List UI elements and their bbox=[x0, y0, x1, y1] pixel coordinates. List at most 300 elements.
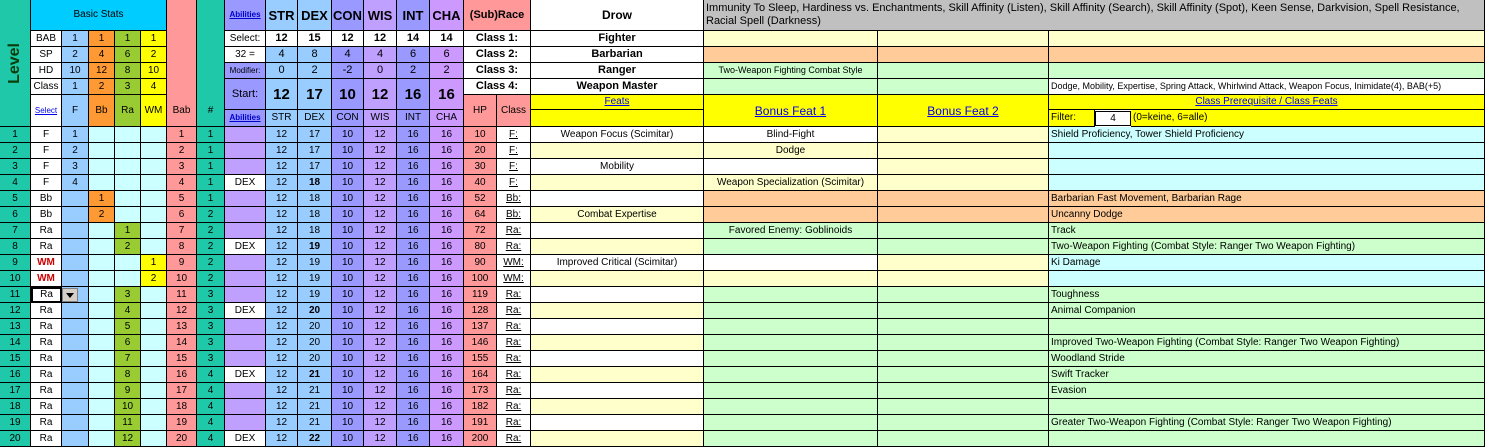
row-wis: 12 bbox=[364, 127, 397, 143]
row-class-select[interactable]: Ra bbox=[31, 335, 62, 351]
row-int: 16 bbox=[397, 255, 430, 271]
row-ra-level bbox=[115, 159, 141, 175]
row-class-code: WM: bbox=[497, 271, 531, 287]
row-bb-level bbox=[89, 415, 115, 431]
row-wm-level: 2 bbox=[141, 271, 167, 287]
row-f-level bbox=[62, 415, 89, 431]
row-class-code: F: bbox=[497, 175, 531, 191]
class-slot-note bbox=[704, 79, 878, 95]
ability-select-dex[interactable]: 15 bbox=[298, 31, 332, 47]
row-feat[interactable] bbox=[531, 223, 704, 239]
ability-modifier-dex: 2 bbox=[298, 63, 332, 79]
row-int: 16 bbox=[397, 367, 430, 383]
bab-column-header: Bab bbox=[167, 95, 197, 127]
row-class-feats bbox=[1049, 319, 1485, 335]
row-ra-level: 5 bbox=[115, 319, 141, 335]
row-level: 9 bbox=[0, 255, 31, 271]
row-class-code: Ra: bbox=[497, 319, 531, 335]
row-wm-level bbox=[141, 303, 167, 319]
row-class-code: Ra: bbox=[497, 367, 531, 383]
basic-stat-value: 1 bbox=[62, 31, 89, 47]
row-bab: 6 bbox=[167, 207, 197, 223]
class-slot-prereq: Dodge, Mobility, Expertise, Spring Attack, Whirlwind Attack, Weapon Focus, Inimidate(4), BAB(+5) bbox=[1049, 79, 1485, 95]
row-feat-count: 3 bbox=[197, 319, 225, 335]
row-f-level bbox=[62, 431, 89, 447]
row-str: 12 bbox=[266, 367, 298, 383]
row-str: 12 bbox=[266, 127, 298, 143]
row-class-select[interactable]: Ra bbox=[31, 383, 62, 399]
row-level: 11 bbox=[0, 287, 31, 303]
class-prereq-header: Class Prerequisite / Class Feats bbox=[1049, 95, 1485, 110]
row-ra-level: 9 bbox=[115, 383, 141, 399]
row-feat[interactable] bbox=[531, 143, 704, 159]
row-class-code: Ra: bbox=[497, 399, 531, 415]
row-class-select[interactable]: F bbox=[31, 175, 62, 191]
row-dex: 22 bbox=[298, 431, 332, 447]
row-int: 16 bbox=[397, 159, 430, 175]
row-bab: 9 bbox=[167, 255, 197, 271]
row-bonus-feat-2[interactable] bbox=[878, 431, 1049, 447]
row-bonus-feat-1[interactable] bbox=[704, 431, 878, 447]
row-str: 12 bbox=[266, 223, 298, 239]
class-dropdown-button[interactable] bbox=[62, 288, 78, 302]
row-cha: 16 bbox=[430, 191, 464, 207]
row-feat[interactable] bbox=[531, 431, 704, 447]
row-level: 16 bbox=[0, 367, 31, 383]
row-dex: 18 bbox=[298, 175, 332, 191]
row-level: 20 bbox=[0, 431, 31, 447]
row-class-select[interactable]: WM bbox=[31, 271, 62, 287]
points-label: 32 = bbox=[225, 47, 266, 63]
row-con: 10 bbox=[332, 367, 364, 383]
row-str: 12 bbox=[266, 287, 298, 303]
row-feat[interactable] bbox=[531, 287, 704, 303]
row-con: 10 bbox=[332, 223, 364, 239]
class-slot-name[interactable]: Weapon Master bbox=[531, 79, 704, 95]
row-feat-count: 1 bbox=[197, 127, 225, 143]
ability-name-cha: CHA bbox=[430, 0, 464, 31]
ability-modifier-con: -2 bbox=[332, 63, 364, 79]
row-int: 16 bbox=[397, 351, 430, 367]
basic-stat-value: 2 bbox=[62, 47, 89, 63]
row-ability-increase[interactable] bbox=[225, 127, 266, 143]
num-column-header: # bbox=[197, 95, 225, 127]
class-slot-label: Class 3: bbox=[464, 63, 531, 79]
row-f-level bbox=[62, 223, 89, 239]
row-con: 10 bbox=[332, 255, 364, 271]
row-bb-level bbox=[89, 159, 115, 175]
feats-header[interactable]: Feats bbox=[531, 95, 704, 110]
row-bonus-feat-2[interactable] bbox=[878, 319, 1049, 335]
row-bonus-feat-2[interactable] bbox=[878, 303, 1049, 319]
row-dex: 21 bbox=[298, 399, 332, 415]
wm-column-header: WM bbox=[141, 95, 167, 127]
row-bonus-feat-2[interactable] bbox=[878, 207, 1049, 223]
class-slot-label: Class 1: bbox=[464, 31, 531, 47]
basic-stat-value: 2 bbox=[89, 79, 115, 95]
ability-column-int: INT bbox=[397, 110, 430, 127]
row-ability-increase[interactable] bbox=[225, 319, 266, 335]
ability-select-int[interactable]: 14 bbox=[397, 31, 430, 47]
chevron-down-icon bbox=[66, 293, 74, 298]
row-feat[interactable] bbox=[531, 351, 704, 367]
row-bonus-feat-2[interactable] bbox=[878, 255, 1049, 271]
row-dex: 17 bbox=[298, 159, 332, 175]
row-bonus-feat-1[interactable] bbox=[704, 239, 878, 255]
bonus-feat-1-header[interactable]: Bonus Feat 1 bbox=[704, 95, 878, 127]
row-bonus-feat-1[interactable] bbox=[704, 399, 878, 415]
row-ability-increase[interactable] bbox=[225, 399, 266, 415]
row-feat-count: 4 bbox=[197, 399, 225, 415]
row-class-select[interactable]: Bb bbox=[31, 191, 62, 207]
row-ability-increase[interactable] bbox=[225, 335, 266, 351]
row-f-level bbox=[62, 271, 89, 287]
abilities-column-link[interactable]: Abilities bbox=[225, 110, 266, 127]
row-con: 10 bbox=[332, 239, 364, 255]
row-feat[interactable]: Improved Critical (Scimitar) bbox=[531, 255, 704, 271]
row-ra-level bbox=[115, 207, 141, 223]
row-bonus-feat-2[interactable] bbox=[878, 271, 1049, 287]
row-class-select[interactable]: Ra bbox=[31, 223, 62, 239]
row-ra-level: 1 bbox=[115, 223, 141, 239]
row-feat-count: 1 bbox=[197, 191, 225, 207]
row-class-select[interactable]: Bb bbox=[31, 207, 62, 223]
row-bab: 20 bbox=[167, 431, 197, 447]
row-class-select[interactable]: WM bbox=[31, 255, 62, 271]
row-class-select[interactable]: Ra bbox=[31, 303, 62, 319]
ability-points-dex: 8 bbox=[298, 47, 332, 63]
row-hp: 10 bbox=[464, 127, 497, 143]
row-cha: 16 bbox=[430, 335, 464, 351]
row-str: 12 bbox=[266, 207, 298, 223]
row-class-select[interactable]: F bbox=[31, 127, 62, 143]
row-bab: 17 bbox=[167, 383, 197, 399]
row-bonus-feat-1[interactable] bbox=[704, 159, 878, 175]
row-ability-increase[interactable] bbox=[225, 207, 266, 223]
row-bb-level bbox=[89, 143, 115, 159]
row-hp: 80 bbox=[464, 239, 497, 255]
row-class-select[interactable]: Ra bbox=[31, 287, 62, 303]
row-hp: 40 bbox=[464, 175, 497, 191]
row-bonus-feat-2[interactable] bbox=[878, 367, 1049, 383]
row-class-feats: Swift Tracker bbox=[1049, 367, 1485, 383]
row-bb-level bbox=[89, 431, 115, 447]
row-feat[interactable]: Mobility bbox=[531, 159, 704, 175]
ability-select-wis[interactable]: 12 bbox=[364, 31, 397, 47]
row-str: 12 bbox=[266, 399, 298, 415]
row-bab: 14 bbox=[167, 335, 197, 351]
row-bb-level bbox=[89, 127, 115, 143]
row-bab: 16 bbox=[167, 367, 197, 383]
row-ra-level: 7 bbox=[115, 351, 141, 367]
row-wm-level bbox=[141, 287, 167, 303]
row-bonus-feat-1[interactable]: Dodge bbox=[704, 143, 878, 159]
row-feat[interactable]: Weapon Focus (Scimitar) bbox=[531, 127, 704, 143]
row-bab: 5 bbox=[167, 191, 197, 207]
row-feat[interactable] bbox=[531, 239, 704, 255]
row-ability-increase[interactable]: DEX bbox=[225, 175, 266, 191]
row-class-select[interactable]: Ra bbox=[31, 367, 62, 383]
row-bonus-feat-1[interactable] bbox=[704, 255, 878, 271]
row-int: 16 bbox=[397, 143, 430, 159]
row-bab: 1 bbox=[167, 127, 197, 143]
row-f-level bbox=[62, 207, 89, 223]
row-bonus-feat-2[interactable] bbox=[878, 287, 1049, 303]
row-wis: 12 bbox=[364, 271, 397, 287]
row-wis: 12 bbox=[364, 319, 397, 335]
row-bonus-feat-1[interactable] bbox=[704, 191, 878, 207]
row-bonus-feat-1[interactable] bbox=[704, 287, 878, 303]
row-bonus-feat-1[interactable] bbox=[704, 319, 878, 335]
row-feat[interactable] bbox=[531, 271, 704, 287]
row-int: 16 bbox=[397, 287, 430, 303]
row-str: 12 bbox=[266, 431, 298, 447]
row-ability-increase[interactable]: DEX bbox=[225, 431, 266, 447]
row-ability-increase[interactable] bbox=[225, 223, 266, 239]
row-int: 16 bbox=[397, 319, 430, 335]
row-feat[interactable] bbox=[531, 335, 704, 351]
row-con: 10 bbox=[332, 287, 364, 303]
row-int: 16 bbox=[397, 399, 430, 415]
class-slot-name[interactable]: Barbarian bbox=[531, 47, 704, 63]
row-bonus-feat-2[interactable] bbox=[878, 383, 1049, 399]
row-wm-level bbox=[141, 143, 167, 159]
ability-points-str: 4 bbox=[266, 47, 298, 63]
basic-stats-title: Basic Stats bbox=[31, 0, 167, 31]
race-value: Drow bbox=[531, 0, 704, 31]
row-dex: 20 bbox=[298, 351, 332, 367]
row-cha: 16 bbox=[430, 431, 464, 447]
row-con: 10 bbox=[332, 143, 364, 159]
row-cha: 16 bbox=[430, 207, 464, 223]
row-wis: 12 bbox=[364, 303, 397, 319]
row-feat-count: 2 bbox=[197, 255, 225, 271]
ability-select-cha[interactable]: 14 bbox=[430, 31, 464, 47]
row-class-feats: Ki Damage bbox=[1049, 255, 1485, 271]
row-bab: 10 bbox=[167, 271, 197, 287]
level-header bbox=[0, 0, 31, 127]
row-class-select[interactable]: Ra bbox=[31, 351, 62, 367]
row-feat[interactable] bbox=[531, 303, 704, 319]
basic-stat-value: 1 bbox=[62, 79, 89, 95]
row-class-select[interactable]: F bbox=[31, 159, 62, 175]
row-bonus-feat-2[interactable] bbox=[878, 127, 1049, 143]
ability-column-cha: CHA bbox=[430, 110, 464, 127]
row-int: 16 bbox=[397, 383, 430, 399]
row-ra-level: 11 bbox=[115, 415, 141, 431]
row-ability-increase[interactable]: DEX bbox=[225, 303, 266, 319]
row-feat-count: 4 bbox=[197, 383, 225, 399]
row-bab: 8 bbox=[167, 239, 197, 255]
ability-select-str[interactable]: 12 bbox=[266, 31, 298, 47]
row-bonus-feat-1[interactable]: Blind-Fight bbox=[704, 127, 878, 143]
row-ra-level bbox=[115, 271, 141, 287]
row-f-level bbox=[62, 351, 89, 367]
class-slot-name[interactable]: Ranger bbox=[531, 63, 704, 79]
row-dex: 21 bbox=[298, 383, 332, 399]
row-class-feats: Uncanny Dodge bbox=[1049, 207, 1485, 223]
row-cha: 16 bbox=[430, 303, 464, 319]
ability-points-wis: 4 bbox=[364, 47, 397, 63]
ability-column-str: STR bbox=[266, 110, 298, 127]
row-bab: 2 bbox=[167, 143, 197, 159]
row-level: 15 bbox=[0, 351, 31, 367]
row-bonus-feat-1[interactable] bbox=[704, 207, 878, 223]
race-header: (Sub)Race bbox=[464, 0, 531, 31]
row-bonus-feat-2[interactable] bbox=[878, 415, 1049, 431]
row-ability-increase[interactable]: DEX bbox=[225, 239, 266, 255]
row-ability-increase[interactable] bbox=[225, 255, 266, 271]
bonus-feat-2-header[interactable]: Bonus Feat 2 bbox=[878, 95, 1049, 127]
row-hp: 128 bbox=[464, 303, 497, 319]
row-wm-level bbox=[141, 319, 167, 335]
row-feat[interactable] bbox=[531, 399, 704, 415]
row-ability-increase[interactable] bbox=[225, 143, 266, 159]
ability-name-con: CON bbox=[332, 0, 364, 31]
row-feat[interactable] bbox=[531, 175, 704, 191]
row-wis: 12 bbox=[364, 159, 397, 175]
row-ra-level bbox=[115, 127, 141, 143]
row-class-select[interactable]: F bbox=[31, 143, 62, 159]
row-bonus-feat-1[interactable] bbox=[704, 415, 878, 431]
row-wm-level bbox=[141, 127, 167, 143]
row-int: 16 bbox=[397, 431, 430, 447]
row-level: 13 bbox=[0, 319, 31, 335]
row-hp: 155 bbox=[464, 351, 497, 367]
row-ability-increase[interactable] bbox=[225, 159, 266, 175]
row-level: 5 bbox=[0, 191, 31, 207]
row-ability-increase[interactable] bbox=[225, 383, 266, 399]
row-feat[interactable] bbox=[531, 383, 704, 399]
row-class-select[interactable]: Ra bbox=[31, 415, 62, 431]
row-class-feats: Woodland Stride bbox=[1049, 351, 1485, 367]
row-feat[interactable] bbox=[531, 191, 704, 207]
class-slot-extra bbox=[878, 79, 1049, 95]
row-bonus-feat-2[interactable] bbox=[878, 351, 1049, 367]
row-bb-level: 2 bbox=[89, 207, 115, 223]
ability-select-con[interactable]: 12 bbox=[332, 31, 364, 47]
row-con: 10 bbox=[332, 383, 364, 399]
row-str: 12 bbox=[266, 191, 298, 207]
row-hp: 64 bbox=[464, 207, 497, 223]
row-feat[interactable] bbox=[531, 367, 704, 383]
row-con: 10 bbox=[332, 303, 364, 319]
row-bonus-feat-1[interactable]: Favored Enemy: Goblinoids bbox=[704, 223, 878, 239]
row-f-level bbox=[62, 191, 89, 207]
row-bonus-feat-2[interactable] bbox=[878, 159, 1049, 175]
class-slot-prereq bbox=[1049, 63, 1485, 79]
row-bonus-feat-1[interactable] bbox=[704, 271, 878, 287]
row-ability-increase[interactable] bbox=[225, 271, 266, 287]
row-ability-increase[interactable] bbox=[225, 287, 266, 303]
row-hp: 146 bbox=[464, 335, 497, 351]
row-dex: 18 bbox=[298, 223, 332, 239]
row-class-feats: Shield Proficiency, Tower Shield Proficiency bbox=[1049, 127, 1485, 143]
row-wm-level bbox=[141, 415, 167, 431]
row-f-level: 3 bbox=[62, 159, 89, 175]
row-bonus-feat-1[interactable] bbox=[704, 367, 878, 383]
row-hp: 119 bbox=[464, 287, 497, 303]
row-ability-increase[interactable] bbox=[225, 415, 266, 431]
row-str: 12 bbox=[266, 383, 298, 399]
row-class-select[interactable]: Ra bbox=[31, 319, 62, 335]
row-feat[interactable]: Combat Expertise bbox=[531, 207, 704, 223]
row-ability-increase[interactable]: DEX bbox=[225, 367, 266, 383]
row-class-code: Ra: bbox=[497, 415, 531, 431]
ability-column-wis: WIS bbox=[364, 110, 397, 127]
row-bonus-feat-1[interactable] bbox=[704, 303, 878, 319]
row-bonus-feat-2[interactable] bbox=[878, 143, 1049, 159]
row-ra-level: 6 bbox=[115, 335, 141, 351]
row-feat-count: 4 bbox=[197, 367, 225, 383]
row-bonus-feat-2[interactable] bbox=[878, 223, 1049, 239]
row-ability-increase[interactable] bbox=[225, 191, 266, 207]
row-cha: 16 bbox=[430, 255, 464, 271]
row-bonus-feat-1[interactable] bbox=[704, 351, 878, 367]
row-int: 16 bbox=[397, 271, 430, 287]
row-hp: 20 bbox=[464, 143, 497, 159]
row-class-select[interactable]: Ra bbox=[31, 431, 62, 447]
ra-column-header: Ra bbox=[115, 95, 141, 127]
row-bonus-feat-2[interactable] bbox=[878, 175, 1049, 191]
ability-points-int: 6 bbox=[397, 47, 430, 63]
row-class-select[interactable]: Ra bbox=[31, 239, 62, 255]
row-feat[interactable] bbox=[531, 319, 704, 335]
row-bonus-feat-2[interactable] bbox=[878, 191, 1049, 207]
ability-modifier-cha: 2 bbox=[430, 63, 464, 79]
row-con: 10 bbox=[332, 175, 364, 191]
class-slot-note: Two-Weapon Fighting Combat Style bbox=[704, 63, 878, 79]
basic-stat-value: 1 bbox=[141, 31, 167, 47]
row-feat-count: 2 bbox=[197, 271, 225, 287]
row-level: 19 bbox=[0, 415, 31, 431]
row-dex: 17 bbox=[298, 143, 332, 159]
row-bonus-feat-2[interactable] bbox=[878, 399, 1049, 415]
row-bonus-feat-1[interactable] bbox=[704, 335, 878, 351]
row-bonus-feat-1[interactable]: Weapon Specialization (Scimitar) bbox=[704, 175, 878, 191]
abilities-link[interactable]: Abilities bbox=[225, 0, 266, 31]
row-f-level bbox=[62, 319, 89, 335]
level-label: Level bbox=[6, 42, 23, 84]
row-class-select[interactable]: Ra bbox=[31, 399, 62, 415]
row-feat-count: 4 bbox=[197, 431, 225, 447]
row-feat-count: 3 bbox=[197, 303, 225, 319]
row-ability-increase[interactable] bbox=[225, 351, 266, 367]
row-wm-level bbox=[141, 335, 167, 351]
row-level: 4 bbox=[0, 175, 31, 191]
row-bonus-feat-2[interactable] bbox=[878, 335, 1049, 351]
row-con: 10 bbox=[332, 127, 364, 143]
basic-stat-value: 6 bbox=[115, 47, 141, 63]
class-slot-name[interactable]: Fighter bbox=[531, 31, 704, 47]
start-label: Start: bbox=[225, 79, 266, 110]
row-class-code: Ra: bbox=[497, 303, 531, 319]
row-int: 16 bbox=[397, 207, 430, 223]
row-feat-count: 3 bbox=[197, 335, 225, 351]
row-wis: 12 bbox=[364, 399, 397, 415]
row-bonus-feat-1[interactable] bbox=[704, 383, 878, 399]
select-column-header[interactable]: Select bbox=[31, 95, 62, 127]
filter-input[interactable]: 4 bbox=[1095, 111, 1131, 126]
row-hp: 30 bbox=[464, 159, 497, 175]
row-f-level bbox=[62, 367, 89, 383]
row-feat-count: 3 bbox=[197, 287, 225, 303]
row-wis: 12 bbox=[364, 223, 397, 239]
row-class-feats: Greater Two-Weapon Fighting (Combat Style: Ranger Two Weapon Fighting) bbox=[1049, 415, 1485, 431]
basic-stat-value: 1 bbox=[89, 31, 115, 47]
row-feat[interactable] bbox=[531, 415, 704, 431]
row-bonus-feat-2[interactable] bbox=[878, 239, 1049, 255]
